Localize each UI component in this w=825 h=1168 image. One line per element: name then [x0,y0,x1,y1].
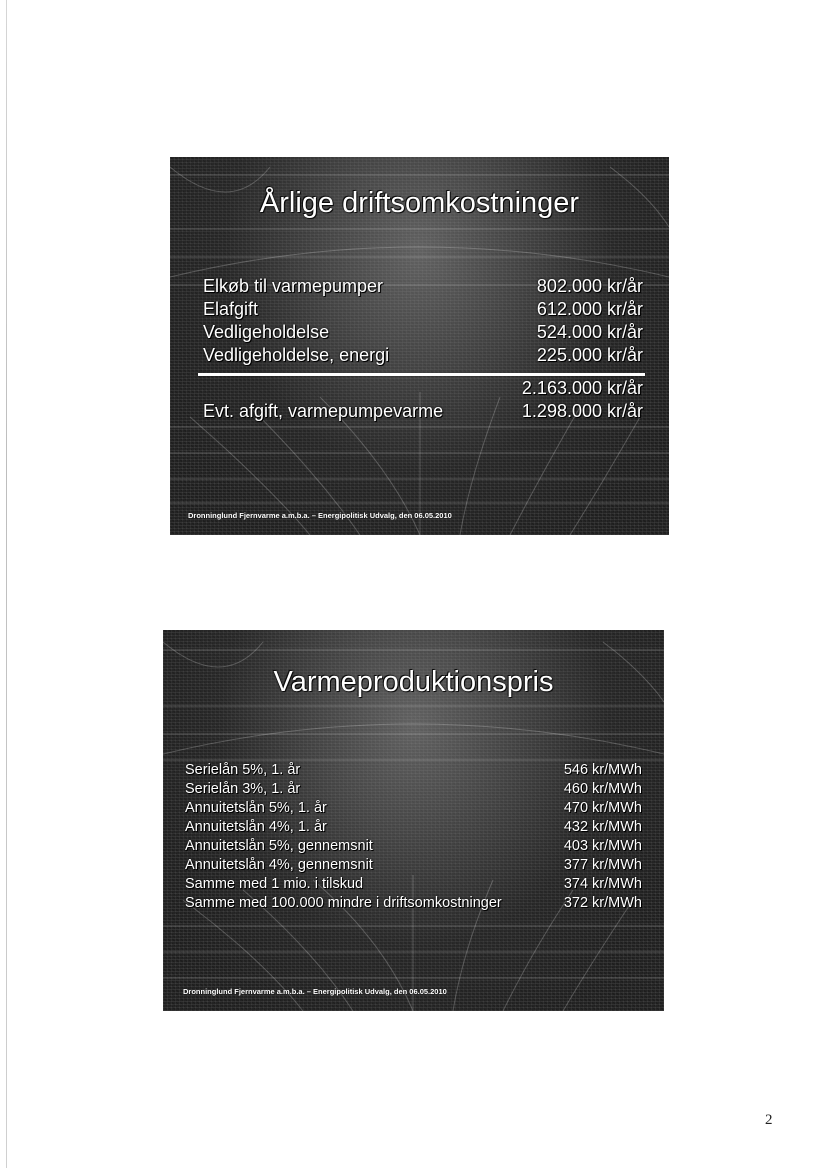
cost-label: Vedligeholdelse, energi [203,345,390,365]
page-number: 2 [765,1112,773,1128]
slide-annual-operating-costs [170,157,669,535]
price-value: 432 kr/MWh [563,819,642,835]
price-value: 374 kr/MWh [563,876,642,892]
cost-label: Vedligeholdelse [203,322,330,342]
cost-row [203,323,643,342]
slide-title: Varmeproduktionspris [273,666,554,698]
price-value: 372 kr/MWh [563,895,642,911]
price-value: 470 kr/MWh [563,800,642,816]
price-label: Serielån 5%, 1. år [185,762,301,778]
slide-footer: Dronninglund Fjernvarme a.m.b.a. – Energipolitisk Udvalg, den 06.05.2010 [183,987,447,996]
price-label: Annuitetslån 4%, 1. år [185,819,327,835]
slide-heat-production-price [163,630,664,1011]
price-row [185,818,642,837]
price-row [185,837,642,856]
price-value: 403 kr/MWh [563,838,642,854]
extra-fee-label: Evt. afgift, varmepumpevarme [203,401,444,421]
cost-label: Elafgift [203,299,259,319]
price-row [185,875,642,894]
price-label: Samme med 1 mio. i tilskud [185,876,364,892]
price-value: 546 kr/MWh [563,762,642,778]
price-value: 377 kr/MWh [563,857,642,873]
price-label: Annuitetslån 4%, gennemsnit [185,857,373,873]
cost-row [203,277,643,296]
cost-value: 802.000 kr/år [536,276,643,296]
cost-value: 225.000 kr/år [536,345,643,365]
extra-fee-value: 1.298.000 kr/år [521,401,643,421]
price-row [185,780,642,799]
cost-label: Elkøb til varmepumper [203,276,384,296]
sum-divider [198,373,645,376]
price-label: Annuitetslån 5%, gennemsnit [185,838,373,854]
scan-edge [6,0,7,1168]
extra-fee-row [203,402,643,421]
total-value: 2.163.000 kr/år [521,378,643,398]
slide-title: Årlige driftsomkostninger [259,187,580,219]
total-row [203,379,643,398]
slide-footer: Dronninglund Fjernvarme a.m.b.a. – Energipolitisk Udvalg, den 06.05.2010 [188,511,452,520]
price-row [185,894,642,913]
price-row [185,799,642,818]
cost-value: 524.000 kr/år [536,322,643,342]
cost-row [203,346,643,365]
price-row [185,856,642,875]
price-label: Samme med 100.000 mindre i driftsomkostninger [185,895,502,911]
price-value: 460 kr/MWh [563,781,642,797]
cost-value: 612.000 kr/år [536,299,643,319]
price-label: Annuitetslån 5%, 1. år [185,800,327,816]
price-label: Serielån 3%, 1. år [185,781,301,797]
price-row [185,761,642,780]
cost-row [203,300,643,319]
